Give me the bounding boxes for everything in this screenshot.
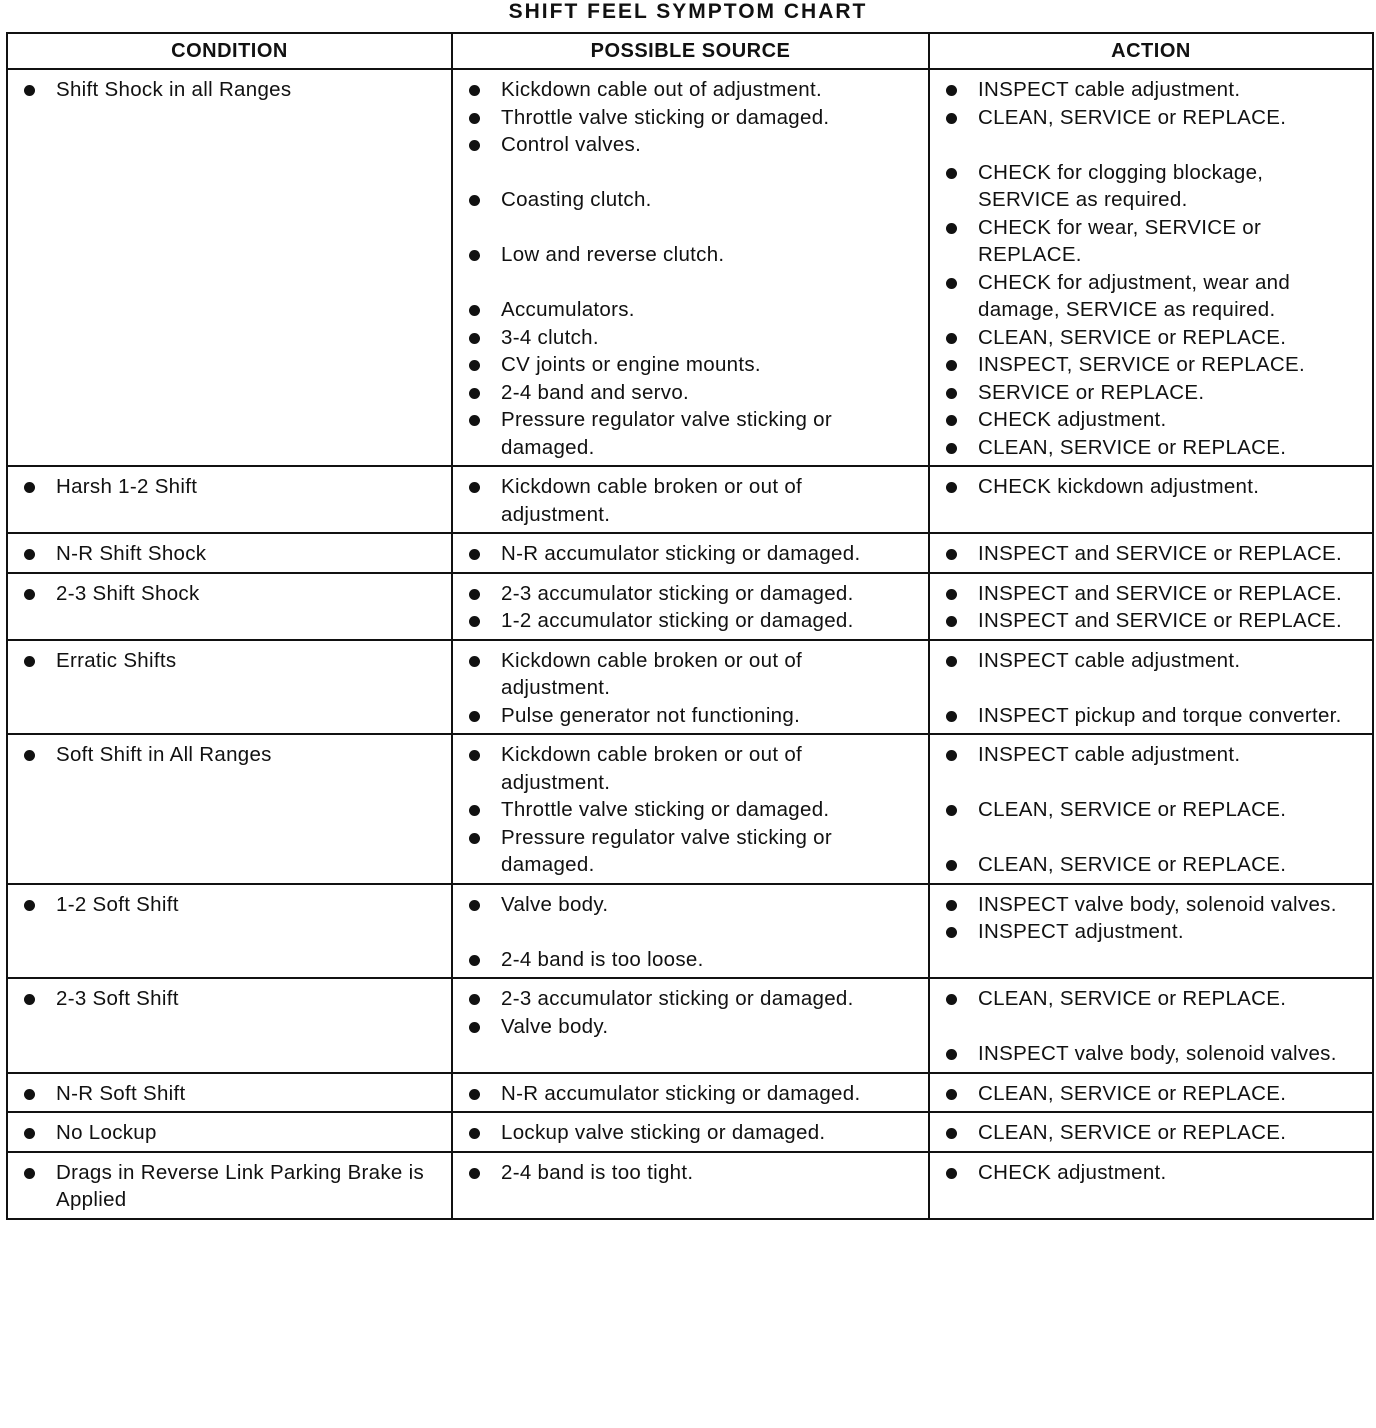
- action-item: CLEAN, SERVICE or REPLACE.: [942, 1080, 1358, 1108]
- source-item: Control valves.: [465, 131, 914, 159]
- source-item: 2-3 accumulator sticking or damaged.: [465, 580, 914, 608]
- source-item: Kickdown cable broken or out of adjustment.: [465, 473, 914, 528]
- source-item: N-R accumulator sticking or damaged.: [465, 540, 914, 568]
- header-possible-source: POSSIBLE SOURCE: [452, 33, 929, 69]
- source-item: Throttle valve sticking or damaged.: [465, 104, 914, 132]
- action-item: CLEAN, SERVICE or REPLACE.: [942, 985, 1358, 1013]
- table-row: [7, 1073, 1373, 1113]
- source-item: Kickdown cable out of adjustment.: [465, 76, 914, 104]
- source-item: Kickdown cable broken or out of adjustment.: [465, 741, 914, 796]
- action-item: INSPECT cable adjustment.: [942, 76, 1358, 104]
- source-item: Pressure regulator valve sticking or damaged.: [465, 406, 914, 461]
- action-item: CHECK kickdown adjustment.: [942, 473, 1358, 501]
- condition-text: Drags in Reverse Link Parking Brake is Applied: [20, 1159, 437, 1214]
- action-item: INSPECT, SERVICE or REPLACE.: [942, 351, 1358, 379]
- source-item: 2-3 accumulator sticking or damaged.: [465, 985, 914, 1013]
- action-item: INSPECT adjustment.: [942, 918, 1358, 946]
- table-row: [7, 640, 1373, 735]
- condition-text: Harsh 1-2 Shift: [20, 473, 437, 501]
- source-item: 2-4 band is too loose.: [465, 946, 914, 974]
- condition-text: Soft Shift in All Ranges: [20, 741, 437, 769]
- action-item: CHECK adjustment.: [942, 406, 1358, 434]
- action-item: INSPECT pickup and torque converter.: [942, 702, 1358, 730]
- table-row: [7, 1112, 1373, 1152]
- condition-text: 1-2 Soft Shift: [20, 891, 437, 919]
- source-item: N-R accumulator sticking or damaged.: [465, 1080, 914, 1108]
- header-action: ACTION: [929, 33, 1373, 69]
- table-row: [7, 978, 1373, 1073]
- action-item: INSPECT and SERVICE or REPLACE.: [942, 607, 1358, 635]
- action-item: SERVICE or REPLACE.: [942, 379, 1358, 407]
- source-item: Low and reverse clutch.: [465, 241, 914, 269]
- action-item: INSPECT cable adjustment.: [942, 647, 1358, 675]
- header-row: [7, 33, 1373, 69]
- source-item: Valve body.: [465, 1013, 914, 1041]
- action-item: CHECK for clogging blockage, SERVICE as required.: [942, 159, 1358, 214]
- table-row: [7, 573, 1373, 640]
- source-item: Valve body.: [465, 891, 914, 919]
- action-item: INSPECT valve body, solenoid valves.: [942, 1040, 1358, 1068]
- action-item: INSPECT and SERVICE or REPLACE.: [942, 540, 1358, 568]
- action-item: CLEAN, SERVICE or REPLACE.: [942, 851, 1358, 879]
- action-item: CHECK adjustment.: [942, 1159, 1358, 1187]
- source-item: 1-2 accumulator sticking or damaged.: [465, 607, 914, 635]
- table-row: [7, 466, 1373, 533]
- action-item: INSPECT valve body, solenoid valves.: [942, 891, 1358, 919]
- source-item: Kickdown cable broken or out of adjustment.: [465, 647, 914, 702]
- condition-text: Erratic Shifts: [20, 647, 437, 675]
- action-item: CHECK for adjustment, wear and damage, SERVICE as required.: [942, 269, 1358, 324]
- action-item: CLEAN, SERVICE or REPLACE.: [942, 796, 1358, 824]
- action-item: INSPECT cable adjustment.: [942, 741, 1358, 769]
- action-item: CHECK for wear, SERVICE or REPLACE.: [942, 214, 1358, 269]
- source-item: 2-4 band and servo.: [465, 379, 914, 407]
- source-item: 2-4 band is too tight.: [465, 1159, 914, 1187]
- source-item: Pressure regulator valve sticking or damaged.: [465, 824, 914, 879]
- table-row: [7, 884, 1373, 979]
- symptom-table: [6, 32, 1374, 1220]
- action-item: CLEAN, SERVICE or REPLACE.: [942, 1119, 1358, 1147]
- source-item: CV joints or engine mounts.: [465, 351, 914, 379]
- table-row: [7, 533, 1373, 573]
- source-item: 3-4 clutch.: [465, 324, 914, 352]
- table-row: [7, 1152, 1373, 1219]
- source-item: Coasting clutch.: [465, 186, 914, 214]
- action-item: CLEAN, SERVICE or REPLACE.: [942, 104, 1358, 132]
- chart-title: SHIFT FEEL SYMPTOM CHART: [508, 0, 868, 23]
- source-item: Accumulators.: [465, 296, 914, 324]
- table-row: [7, 69, 1373, 466]
- condition-text: N-R Shift Shock: [20, 540, 437, 568]
- action-item: INSPECT and SERVICE or REPLACE.: [942, 580, 1358, 608]
- condition-text: N-R Soft Shift: [20, 1080, 437, 1108]
- source-item: Pulse generator not functioning.: [465, 702, 914, 730]
- action-item: CLEAN, SERVICE or REPLACE.: [942, 434, 1358, 462]
- condition-text: 2-3 Soft Shift: [20, 985, 437, 1013]
- source-item: Lockup valve sticking or damaged.: [465, 1119, 914, 1147]
- header-condition: CONDITION: [7, 33, 452, 69]
- condition-text: No Lockup: [20, 1119, 437, 1147]
- action-item: CLEAN, SERVICE or REPLACE.: [942, 324, 1358, 352]
- condition-text: 2-3 Shift Shock: [20, 580, 437, 608]
- source-item: Throttle valve sticking or damaged.: [465, 796, 914, 824]
- table-row: [7, 734, 1373, 884]
- condition-text: Shift Shock in all Ranges: [20, 76, 437, 104]
